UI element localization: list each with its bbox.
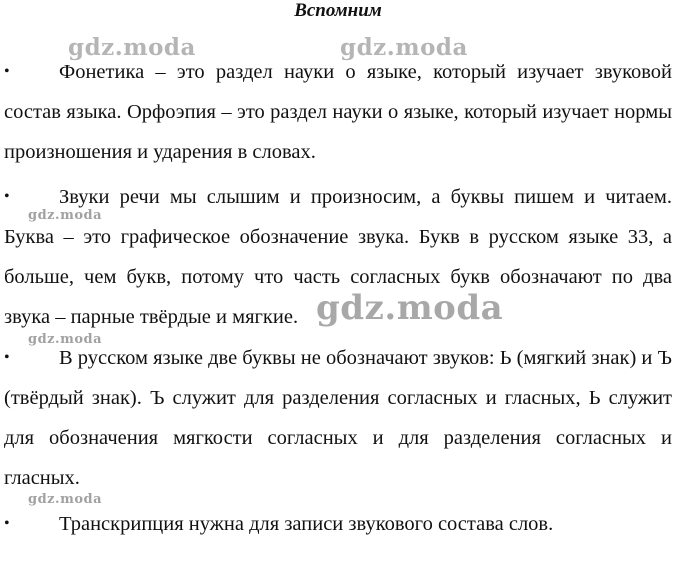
page-title: Вспомним [294, 0, 382, 21]
paragraph-signs [4, 338, 672, 498]
bullet-icon: • [4, 349, 10, 366]
watermark-logo: gdz.moda [68, 34, 196, 61]
paragraph-text: Транскрипция нужна для записи звукового состава слов. [59, 513, 554, 535]
paragraph-transcription [4, 504, 672, 544]
paragraph-text: В русском языке две буквы не обозначают звуков: Ь (мягкий знак) и Ъ (твёрдый знак). Ъ служит для разделения согласных и гласных, Ь служит для обозначения мягкости согласных и для разделения согласных и гласных. [4, 347, 672, 489]
bullet-icon: • [4, 63, 10, 80]
bullet-icon: • [4, 188, 10, 205]
paragraph-text: Звуки речи мы слышим и произносим, а буквы пишем и читаем. Буква – это графическое обозначение звука. Букв в русском языке 33, а больше, чем букв, потому что часть согласных букв обозначают по два звука – парные твёрдые и мягкие. [4, 186, 672, 328]
watermark-logo: gdz.moda [28, 492, 103, 507]
paragraph-sounds-letters [4, 177, 672, 337]
watermark-logo: gdz.moda [316, 288, 504, 328]
bullet-icon: • [4, 515, 10, 532]
paragraph-text: Фонетика – это раздел науки о языке, который изучает звуковой состав языка. Орфоэпия – это раздел науки о языке, который изучает нормы произношения и ударения в словах. [4, 61, 672, 163]
watermark-logo: gdz.moda [28, 332, 103, 347]
watermark-logo: gdz.moda [28, 208, 103, 223]
paragraph-phonetics [4, 52, 672, 172]
watermark-logo: gdz.moda [340, 34, 468, 61]
